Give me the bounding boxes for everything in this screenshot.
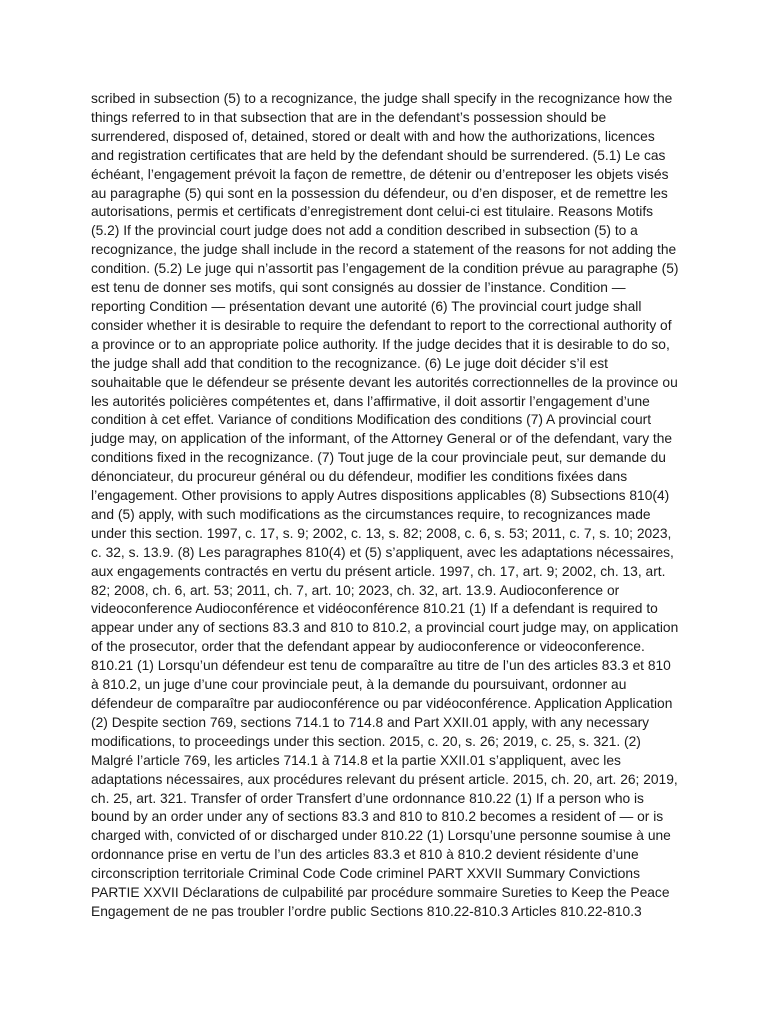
body-paragraph: scribed in subsection (5) to a recognizance, the judge shall specify in the recognizance how the things referred to in that subsection that are in the defendant’s possession should be surrendered, disposed of, detained, stored or dealt with and how the authorizations, licences and registration certificates that are held by the defendant should be surrendered. (5.1) Le cas échéant, l’engagement prévoit la façon de remettre, de détenir ou d’entreposer les objets visés au paragraphe (5) qui sont en la possession du défendeur, ou d’en disposer, et de remettre les autorisations, permis et certificats d’enregistrement dont celui-ci est titulaire. Reasons Motifs (5.2) If the provincial court judge does not add a condition described in subsection (5) to a recognizance, the judge shall include in the record a statement of the reasons for not adding the condition. (5.2) Le juge qui n’assortit pas l’engagement de la condition prévue au paragraphe (5) est tenu de donner ses motifs, qui sont consignés au dossier de l’instance. Condition — reporting Condition — présentation devant une autorité (6) The provincial court judge shall consider whether it is desirable to require the defendant to report to the correctional authority of a province or to an appropriate police authority. If the judge decides that it is desirable to do so, the judge shall add that condition to the recognizance. (6) Le juge doit décider s’il est souhaitable que le défendeur se présente devant les autorités correctionnelles de la province ou les autorités policières compétentes et, dans l’affirmative, il doit assortir l’engagement d’une condition à cet effet. Variance of conditions Modification des conditions (7) A provincial court judge may, on application of the informant, of the Attorney General or of the defendant, vary the conditions fixed in the recognizance. (7) Tout juge de la cour provinciale peut, sur demande du dénonciateur, du procureur général ou du défendeur, modifier les conditions fixées dans l’engagement. Other provisions to apply Autres dispositions applicables (8) Subsections 810(4) and (5) apply, with such modifications as the circumstances require, to recognizances made under this section. 1997, c. 17, s. 9; 2002, c. 13, s. 82; 2008, c. 6, s. 53; 2011, c. 7, s. 10; 2023, c. 32, s. 13.9. (8) Les paragraphes 810(4) et (5) s’appliquent, avec les adaptations nécessaires, aux engagements contractés en vertu du présent article. 1997, ch. 17, art. 9; 2002, ch. 13, art. 82; 2008, ch. 6, art. 53; 2011, ch. 7, art. 10; 2023, ch. 32, art. 13.9. Audioconference or videoconference Audioconférence et vidéoconférence 810.21 (1) If a defendant is required to appear under any of sections 83.3 and 810 to 810.2, a provincial court judge may, on application of the prosecutor, order that the defendant appear by audioconference or videoconference. 810.21 (1) Lorsqu’un défendeur est tenu de comparaître au titre de l’un des articles 83.3 et 810 à 810.2, un juge d’une cour provinciale peut, à la demande du poursuivant, ordonner au défendeur de comparaître par audioconférence ou par vidéoconférence. Application Application (2) Despite section 769, sections 714.1 to 714.8 and Part XXII.01 apply, with any necessary modifications, to proceedings under this section. 2015, c. 20, s. 26; 2019, c. 25, s. 321. (2) Malgré l’article 769, les articles 714.1 à 714.8 et la partie XXII.01 s’appliquent, avec les adaptations nécessaires, aux procédures relevant du présent article. 2015, ch. 20, art. 26; 2019, ch. 25, art. 321. Transfer of order Transfert d’une ordonnance 810.22 (1) If a person who is bound by an order under any of sections 83.3 and 810 to 810.2 becomes a resident of — or is charged with, convicted of or discharged under 810.22 (1) Lorsqu’une personne soumise à une ordonnance prise en vertu de l’un des articles 83.3 et 810 à 810.2 devient résidente d’une circonscription territoriale Criminal Code Code criminel PART XXVII Summary Convictions PARTIE XXVII Déclarations de culpabilité par procédure sommaire Sureties to Keep the Peace Engagement de ne pas troubler l’ordre public Sections 810.22-810.3 Articles 810.22-810.3: [91, 91, 679, 919]
document-page: [91, 90, 679, 922]
